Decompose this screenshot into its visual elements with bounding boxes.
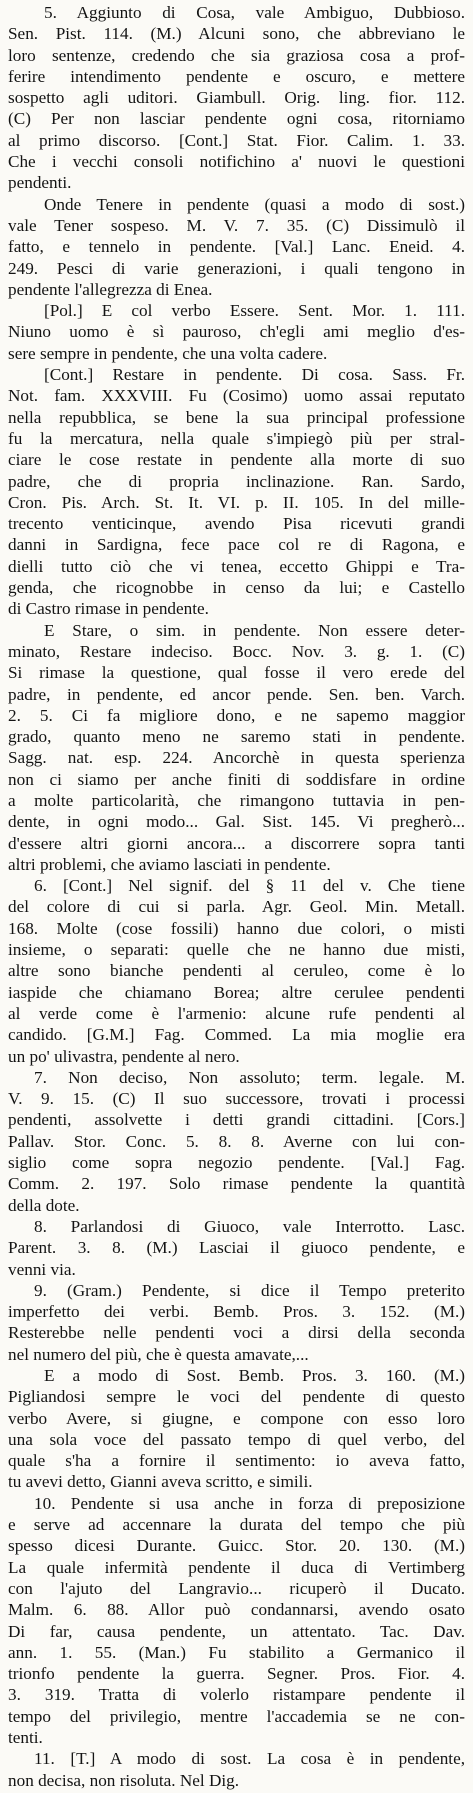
text-line: della dote. [8,1195,80,1215]
text-line: fatto, e tennelo in pendente. [Val.] Lanc. Eneid. 4. [8,237,465,257]
text-line: Parent. 3. 8. (M.) Lasciai il giuoco pendente, e [8,1238,465,1258]
text-line: al primo discorso. [Cont.] Stat. Fior. Calim. 1. 33. [8,130,465,150]
text-line: non decisa, non risoluta. Nel Dig. [8,1770,240,1790]
text-line: fu la mercatura, nella quale s'impiegò più per stral- [8,428,465,448]
text-line: Si rimase la questione, qual fosse il vero erede del [8,663,465,683]
text-line: danni in Sardigna, fece pace col re di Ragona, e [8,535,465,555]
text-line: una sola voce del passato tempo di quel verbo, del [8,1429,465,1449]
text-line: [Pol.] E col verbo Essere. Sent. Mor. 1. 111. [44,301,465,321]
text-line: un po' ulivastra, pendente al nero. [8,1046,240,1066]
text-line: nella repubblica, se bene la sua principal professione [8,407,465,427]
text-line: 7. Non deciso, Non assoluto; term. legale. M. [34,1067,465,1087]
text-line: Sen. Pist. 114. (M.) Alcuni sono, che abbreviano le [8,24,465,44]
text-line: vale Tener sospeso. M. V. 7. 35. (C) Dissimulò il [8,215,465,235]
text-line: candido. [G.M.] Fag. Commed. La mia moglie era [8,1025,465,1045]
text-line: ann. 1. 55. (Man.) Fu stabilito a Germanico il [8,1642,465,1662]
text-line: insieme, o separati: quelle che ne hanno due misti, [8,940,465,960]
text-line: (C) Per non lasciar pendente ogni cosa, ritorniamo [8,109,465,129]
text-line: Not. fam. XXXVIII. Fu (Cosimo) uomo assai reputato [8,386,465,406]
text-line: Onde Tenere in pendente (quasi a modo di sost.) [44,194,465,214]
text-line: Di far, causa pendente, un attentato. Tac. Dav. [8,1621,465,1641]
text-line: Resterebbe nelle pendenti voci a dirsi della seconda [8,1323,465,1343]
text-line: ferire intendimento pendente e oscuro, e mettere [8,66,465,86]
text-line: grado, quanto meno ne saremo stati in pendente. [8,727,465,747]
text-line: La quale infermità pendente il duca di Vertimberg [8,1557,465,1577]
text-line: dielli tutto ciò che vi tenea, eccetto Ghippi e Tra- [8,556,465,576]
text-line: trecento venticinque, avendo Pisa ricevuti grandi [8,514,465,534]
text-line: trionfo pendente la guerra. Segner. Pros. Fior. 4. [8,1664,465,1684]
text-line: Pallav. Stor. Conc. 5. 8. 8. Averne con lui con- [8,1131,465,1151]
text-line: 3. 319. Tratta di volerlo ristampare pendente il [8,1685,465,1705]
text-line: 10. Pendente si usa anche in forza di preposizione [34,1493,465,1513]
text-line: del colore di cui si parla. Agr. Geol. Min. Metall. [8,897,465,917]
text-line: dente, in ogni modo... Gal. Sist. 145. Vi pregherò... [8,812,465,832]
text-line: di Castro rimase in pendente. [8,599,209,619]
text-line: pendente l'allegrezza di Enea. [8,279,213,299]
text-line: E a modo di Sost. Bemb. Pros. 3. 160. (M.) [44,1366,465,1385]
text-line: Sagg. nat. esp. 224. Ancorchè in questa sperienza [8,748,465,768]
entry-text [8,2,465,1791]
text-line: tempo del privilegio, mentre l'accademia se ne con- [8,1706,465,1726]
text-line: a molte particolarità, che rimangono tuttavia in pen- [8,790,465,810]
text-line: Che i vecchi consoli notifichino a' nuovi le questioni [8,152,465,172]
text-line: minato, Restare indeciso. Bocc. Nov. 3. g. 1. (C) [8,641,465,661]
text-line: 11. [T.] A modo di sost. La cosa è in pendente, [34,1749,465,1769]
text-line: tenti. [8,1728,43,1748]
text-line: al verde come è l'armenio: alcune rufe pendenti al [8,1003,465,1023]
text-line: e serve ad accennare la durata del tempo che più [8,1515,465,1535]
text-line: 6. [Cont.] Nel signif. del § 11 del v. Che tiene [34,876,465,896]
text-line: 168. Molte (cose fossili) hanno due colori, o misti [8,918,465,938]
text-line: tu avevi detto, Gianni aveva scritto, e simili. [8,1472,313,1492]
text-line: pendenti. [8,173,72,193]
text-line: con l'ajuto del Langravio... ricuperò il Ducato. [8,1578,465,1598]
text-line: non ci siamo per anche finiti di soddisfare in ordine [8,769,465,789]
text-line: iaspide che chiamano Borea; altre cerulee pendenti [8,982,465,1002]
text-line: padre, in pendente, ed ancor pende. Sen. ben. Varch. [8,684,465,704]
text-line: sospetto agli uditori. Giambull. Orig. ling. fior. 112. [8,88,465,108]
text-line: 2. 5. Ci fa migliore dono, e ne sapemo maggior [8,705,465,725]
text-line: V. 9. 15. (C) Il suo successore, trovati i processi [8,1089,465,1109]
text-line: siglio come sopra negozio pendente. [Val.] Fag. [8,1153,465,1173]
text-line: venni via. [8,1259,76,1279]
text-line: altre sono bianche pendenti al ceruleo, come è lo [8,961,465,981]
text-line: Pigliandosi sempre le voci del pendente di questo [8,1387,465,1407]
text-line: verbo Avere, si giugne, e compone con esso loro [8,1408,465,1428]
text-line: loro sentenze, credendo che sia graziosa cosa a prof- [8,45,465,65]
text-line: quale s'ha a fornire il sentimento: io aveva fatto, [8,1451,465,1471]
text-line: 9. (Gram.) Pendente, si dice il Tempo preterito [34,1280,465,1300]
text-line: Malm. 6. 88. Allor può condannarsi, avendo osato [8,1600,465,1620]
text-line: ciare le cose restate in pendente alla morte di suo [8,450,465,470]
text-line: imperfetto dei verbi. Bemb. Pros. 3. 152. (M.) [8,1302,465,1322]
text-line: sere sempre in pendente, che una volta cadere. [8,343,328,363]
text-line: Cron. Pis. Arch. St. It. VI. p. II. 105. In del mille- [8,492,465,512]
text-line: d'essere altri giorni ancora... a discorrere sopra tanti [8,833,465,853]
text-line: 5. Aggiunto di Cosa, vale Ambiguo, Dubbioso. [44,3,465,22]
text-line: altri problemi, che aviamo lasciati in pendente. [8,854,331,874]
text-line: E Stare, o sim. in pendente. Non essere deter- [44,620,465,640]
text-line: pendenti, assolvette i detti grandi cittadini. [Cors.] [8,1110,465,1130]
text-line: genda, che ricognobbe in censo da lui; e Castello [8,578,465,598]
text-line: padre, che di propria inclinazione. Ran. Sardo, [8,471,465,491]
text-line: 249. Pesci di varie generazioni, i quali tengono in [8,258,465,278]
text-line: spesso dicesi Durante. Guicc. Stor. 20. 130. (M.) [8,1536,465,1556]
text-line: 8. Parlandosi di Giuoco, vale Interrotto. Lasc. [34,1216,465,1236]
text-line: Niuno uomo è sì pauroso, ch'egli ami meglio d'es- [8,322,465,342]
text-line: Comm. 2. 197. Solo rimase pendente la quantità [8,1174,465,1194]
text-line: nel numero del più, che è questa amavate,... [8,1344,309,1364]
text-line: [Cont.] Restare in pendente. Di cosa. Sass. Fr. [44,365,465,385]
